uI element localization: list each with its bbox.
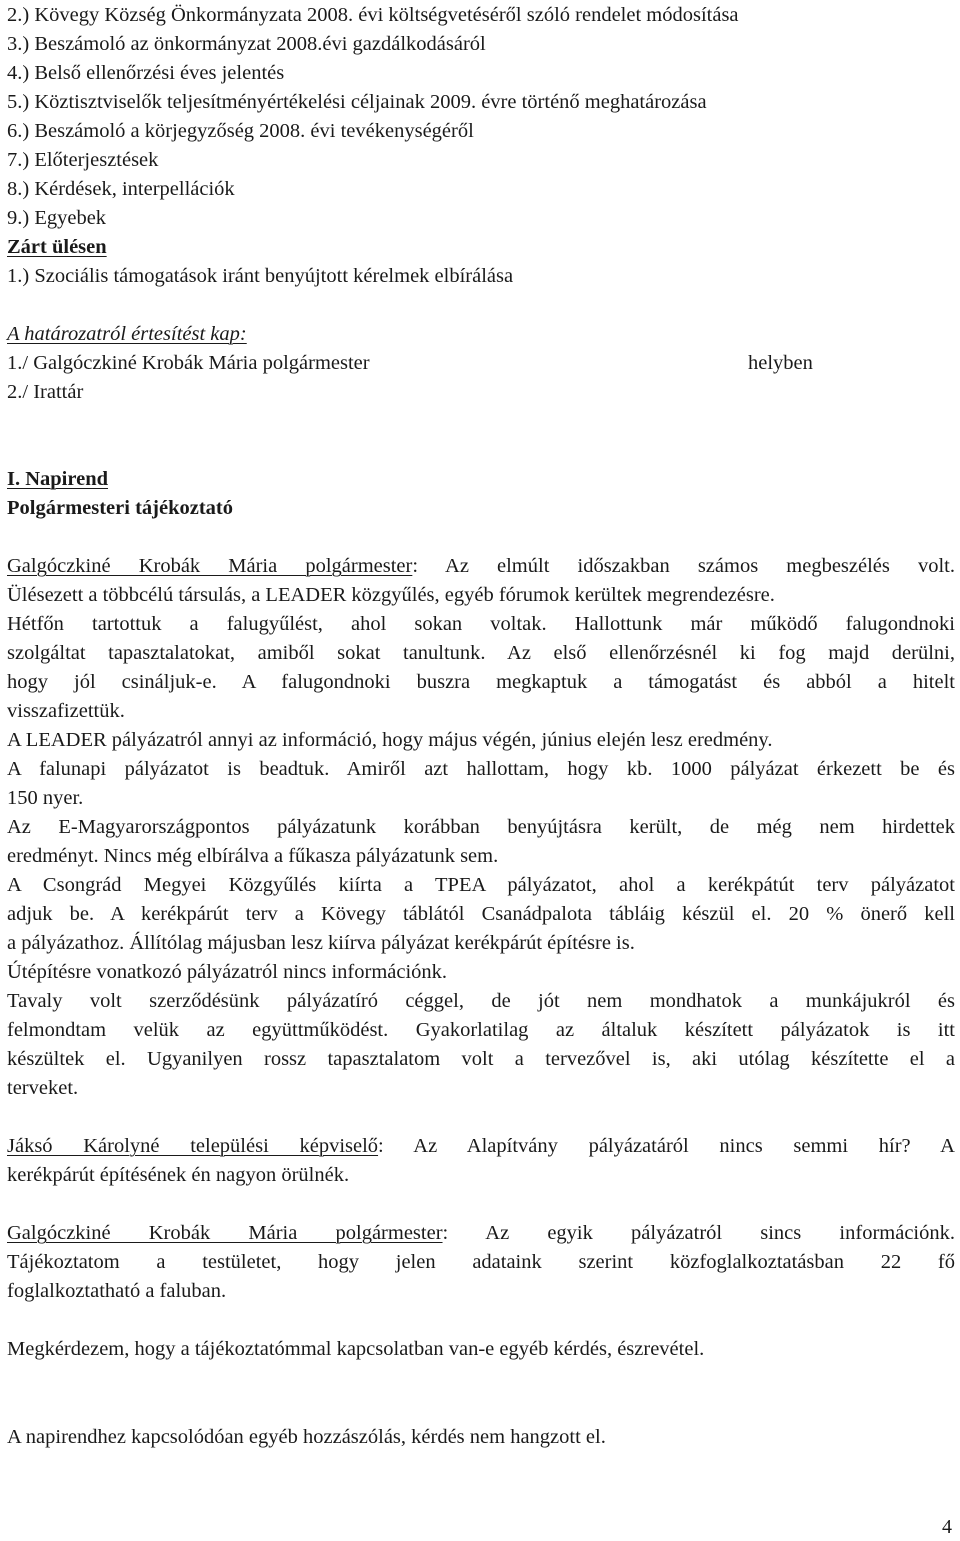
paragraph-line: szolgáltat tapasztalatokat, amiből sokat tanultunk. Az első ellenőrzésnél ki fog majd derülni, (7, 642, 955, 664)
section-number: I. Napirend (7, 468, 109, 490)
paragraph-line: A Csongrád Megyei Közgyűlés kiírta a TPEA pályázatot, ahol a kerékpátút terv pályázatot (7, 874, 955, 896)
paragraph-line: A napirendhez kapcsolódóan egyéb hozzászólás, kérdés nem hangzott el. (7, 1426, 606, 1448)
agenda-item: 6.) Beszámoló a körjegyzőség 2008. évi tevékenységéről (7, 120, 474, 142)
paragraph-line: a pályázathoz. Állítólag májusban lesz kiírva pályázat kerékpárút építésre is. (7, 932, 635, 954)
agenda-item: 9.) Egyebek (7, 207, 107, 229)
agenda-item: 7.) Előterjesztések (7, 149, 159, 171)
notify-recipient-1: 1./ Galgóczkiné Krobák Mária polgármester (7, 352, 370, 374)
paragraph-line: Tavaly volt szerződésünk pályázatíró céggel, de jót nem mondhatok a munkájukról és (7, 990, 955, 1012)
speaker-name: Galgóczkiné Krobák Mária polgármester (7, 1222, 443, 1244)
notify-recipient-1-location: helyben (748, 352, 813, 374)
agenda-item: 5.) Köztisztviselők teljesítményértékelési céljainak 2009. évre történő meghatározása (7, 91, 707, 113)
notify-heading: A határozatról értesítést kap: (7, 323, 247, 345)
paragraph-line: hogy jól csináljuk-e. A falugondnoki buszra megkaptuk a támogatást és abból a hitelt (7, 671, 955, 693)
agenda-item: 4.) Belső ellenőrzési éves jelentés (7, 62, 285, 84)
section-title: Polgármesteri tájékoztató (7, 497, 233, 519)
paragraph-line: felmondtam velük az együttműködést. Gyakorlatilag az általuk készített pályázatok is itt (7, 1019, 955, 1041)
paragraph-line: 150 nyer. (7, 787, 84, 809)
paragraph-line: Galgóczkiné Krobák Mária polgármester: Az egyik pályázatról sincs információnk. (7, 1222, 955, 1244)
speaker-name: Galgóczkiné Krobák Mária polgármester (7, 555, 413, 577)
agenda-item: 3.) Beszámoló az önkormányzat 2008.évi gazdálkodásáról (7, 33, 486, 55)
paragraph-line: Az E-Magyarországpontos pályázatunk korábban benyújtásra került, de még nem hirdettek (7, 816, 955, 838)
notify-recipient-2: 2./ Irattár (7, 381, 84, 403)
paragraph-line: A falunapi pályázatot is beadtuk. Amiről azt hallottam, hogy kb. 1000 pályázat érkezett be és (7, 758, 955, 780)
paragraph-line: visszafizettük. (7, 700, 125, 722)
paragraph-line: kerékpárút építésének én nagyon örülnék. (7, 1164, 350, 1186)
paragraph-line: Megkérdezem, hogy a tájékoztatómmal kapcsolatban van-e egyéb kérdés, észrevétel. (7, 1338, 705, 1360)
agenda-item: 8.) Kérdések, interpellációk (7, 178, 235, 200)
closed-session-item: 1.) Szociális támogatások iránt benyújtott kérelmek elbírálása (7, 265, 514, 287)
paragraph-line: adjuk be. A kerékpárút terv a Kövegy táblától Csanádpalota tábláig készül el. 20 % önerő kell (7, 903, 955, 925)
paragraph-line: Útépítésre vonatkozó pályázatról nincs információnk. (7, 961, 448, 983)
paragraph-line: Ülésezett a többcélú társulás, a LEADER közgyűlés, egyéb fórumok kerültek megrendezésre. (7, 584, 775, 606)
paragraph-line: Hétfőn tartottuk a falugyűlést, ahol sokan voltak. Hallottunk már működő falugondnoki (7, 613, 955, 635)
paragraph-line: Tájékoztatom a testületet, hogy jelen adataink szerint közfoglalkoztatásban 22 fő (7, 1251, 955, 1273)
paragraph-line: A LEADER pályázatról annyi az információ, hogy május végén, június elején lesz eredmény. (7, 729, 773, 751)
paragraph-line: terveket. (7, 1077, 79, 1099)
paragraph-line: foglalkoztatható a faluban. (7, 1280, 227, 1302)
page-number: 4 (942, 1516, 952, 1538)
agenda-item: 2.) Kövegy Község Önkormányzata 2008. évi költségvetéséről szóló rendelet módosítása (7, 4, 739, 26)
speaker-name: Jáksó Károlyné települési képviselő (7, 1135, 379, 1157)
closed-session-heading: Zárt ülésen (7, 236, 107, 258)
paragraph-line: eredményt. Nincs még elbírálva a fűkasza pályázatunk sem. (7, 845, 499, 867)
paragraph-line: Jáksó Károlyné települési képviselő: Az Alapítvány pályázatáról nincs semmi hír? A (7, 1135, 955, 1157)
paragraph-line: Galgóczkiné Krobák Mária polgármester: Az elmúlt időszakban számos megbeszélés volt. (7, 555, 955, 577)
paragraph-line: készültek el. Ugyanilyen rossz tapasztalatom volt a tervezővel is, aki utólag készítette el a (7, 1048, 955, 1070)
